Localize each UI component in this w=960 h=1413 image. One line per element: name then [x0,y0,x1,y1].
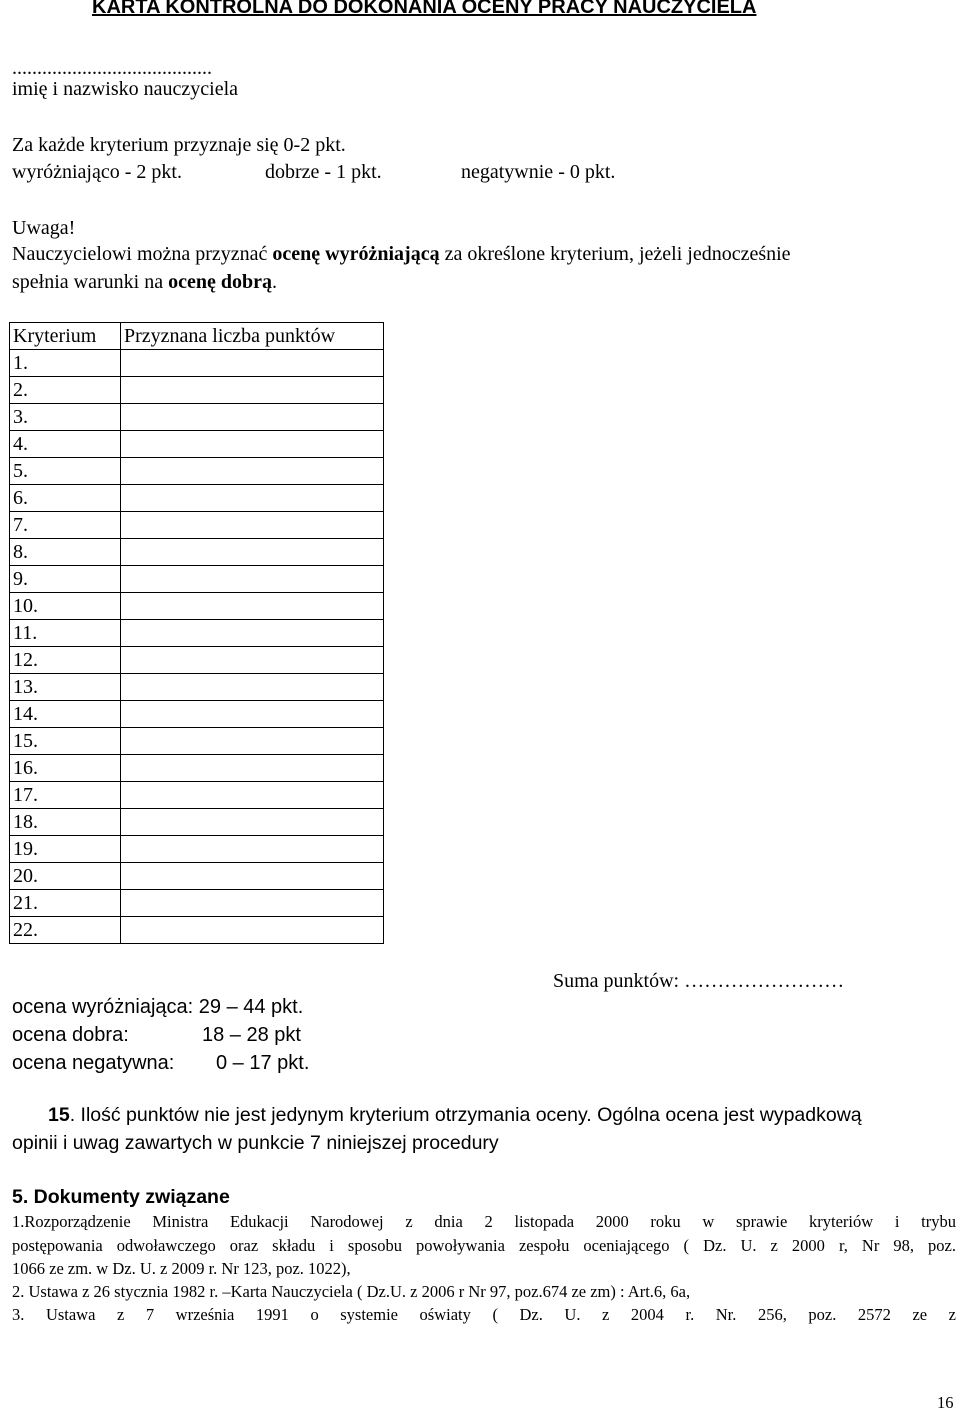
table-row [10,593,384,620]
scale-good: dobrze - 1 pkt. [265,161,382,183]
point-15-text-1: . Ilość punktów nie jest jedynym kryterium otrzymania oceny. Ogólna ocena jest wypadkową [69,1104,862,1126]
grade-good-label: ocena dobra: [12,1024,129,1046]
section-5-item-2: 2. Ustawa z 26 stycznia 1982 r. –Karta Nauczyciela ( Dz.U. z 2006 r Nr 97, poz.674 ze zm) : Art.6, 6a, [12,1282,691,1301]
criterion-number: 4. [10,431,121,458]
note-line-1-text-a: Nauczycielowi można przyznać [12,243,273,265]
points-cell[interactable] [121,917,384,944]
scale-distinguishing: wyróżniająco - 2 pkt. [12,161,182,183]
criterion-number: 12. [10,647,121,674]
table-row [10,836,384,863]
note-line-1 [12,243,956,266]
note-heading: Uwaga! [12,217,76,239]
grade-distinguishing: ocena wyróżniająca: 29 – 44 pkt. [12,996,304,1018]
points-cell[interactable] [121,755,384,782]
points-cell[interactable] [121,539,384,566]
table-row [10,782,384,809]
criterion-number: 18. [10,809,121,836]
table-row [10,701,384,728]
point-15-line-1 [48,1104,862,1127]
table-row [10,350,384,377]
table-row [10,485,384,512]
criterion-number: 17. [10,782,121,809]
table-row [10,890,384,917]
points-cell[interactable] [121,782,384,809]
sum-points: Suma punktów: …………………… [553,970,845,992]
criterion-number: 5. [10,458,121,485]
points-cell[interactable] [121,809,384,836]
criterion-number: 1. [10,350,121,377]
criterion-number: 15. [10,728,121,755]
note-line-1-text-c: za określone kryterium, jeżeli jednocześnie [439,243,791,265]
table-row [10,755,384,782]
table-row [10,458,384,485]
criterion-number: 2. [10,377,121,404]
points-cell[interactable] [121,863,384,890]
criterion-number: 7. [10,512,121,539]
criterion-number: 19. [10,836,121,863]
point-15-number: 15 [48,1104,70,1126]
criterion-number: 6. [10,485,121,512]
points-cell[interactable] [121,566,384,593]
name-dots: ........................................ [12,57,212,79]
table-row [10,377,384,404]
points-cell[interactable] [121,431,384,458]
points-cell[interactable] [121,485,384,512]
criteria-table [9,322,384,944]
table-row [10,809,384,836]
grade-negative-label: ocena negatywna: [12,1052,175,1074]
points-cell[interactable] [121,701,384,728]
points-cell[interactable] [121,593,384,620]
points-cell[interactable] [121,890,384,917]
page-number: 16 [937,1393,954,1412]
table-row [10,674,384,701]
grade-negative-range: 0 – 17 pkt. [216,1052,310,1074]
criterion-number: 11. [10,620,121,647]
criterion-number: 22. [10,917,121,944]
criterion-number: 16. [10,755,121,782]
section-5-item-1-line-3: 1066 ze zm. w Dz. U. z 2009 r. Nr 123, poz. 1022), [12,1259,351,1278]
note-line-2-bold: ocenę dobrą [168,271,272,293]
points-cell[interactable] [121,350,384,377]
name-label: imię i nazwisko nauczyciela [12,78,239,100]
note-line-2-text-c: . [271,271,277,293]
grade-good-range: 18 – 28 pkt [202,1024,301,1046]
scale-negative: negatywnie - 0 pkt. [461,161,616,183]
criterion-number: 21. [10,890,121,917]
criterion-number: 9. [10,566,121,593]
section-5-item-3: 3. Ustawa z 7 września 1991 o systemie oświaty ( Dz. U. z 2004 r. Nr. 256, poz. 2572 ze z [12,1305,956,1324]
table-row [10,647,384,674]
points-cell[interactable] [121,836,384,863]
points-cell[interactable] [121,647,384,674]
table-row [10,566,384,593]
criterion-number: 13. [10,674,121,701]
points-cell[interactable] [121,620,384,647]
criterion-number: 3. [10,404,121,431]
table-row [10,539,384,566]
points-cell[interactable] [121,512,384,539]
header-points: Przyznana liczba punktów [121,323,384,350]
criterion-number: 14. [10,701,121,728]
points-intro: Za każde kryterium przyznaje się 0-2 pkt. [12,134,346,156]
table-row [10,620,384,647]
table-row [10,728,384,755]
section-5-item-1-line-1: 1.Rozporządzenie Ministra Edukacji Narodowej z dnia 2 listopada 2000 roku w sprawie kryteriów i trybu [12,1212,956,1231]
table-row [10,863,384,890]
table-row [10,917,384,944]
note-line-2-text-a: spełnia warunki na [12,271,169,293]
points-cell[interactable] [121,377,384,404]
criterion-number: 20. [10,863,121,890]
table-row [10,431,384,458]
header-criterion: Kryterium [10,323,121,350]
section-5-item-1-line-2: postępowania odwoławczego oraz składu i sposobu powoływania zespołu oceniającego ( Dz. U. z 2000 r, Nr 98, poz. [12,1236,956,1255]
criterion-number: 10. [10,593,121,620]
criterion-number: 8. [10,539,121,566]
point-15-line-2: opinii i uwag zawartych w punkcie 7 niniejszej procedury [12,1132,499,1154]
points-cell[interactable] [121,404,384,431]
table-header-row [10,323,384,350]
section-5-heading: 5. Dokumenty związane [12,1186,230,1208]
points-cell[interactable] [121,728,384,755]
page-title: KARTA KONTROLNA DO DOKONANIA OCENY PRACY NAUCZYCIELA [92,0,757,18]
points-cell[interactable] [121,674,384,701]
points-cell[interactable] [121,458,384,485]
table-row [10,404,384,431]
note-line-1-bold: ocenę wyróżniającą [272,243,440,265]
table-row [10,512,384,539]
note-line-2 [12,271,277,294]
